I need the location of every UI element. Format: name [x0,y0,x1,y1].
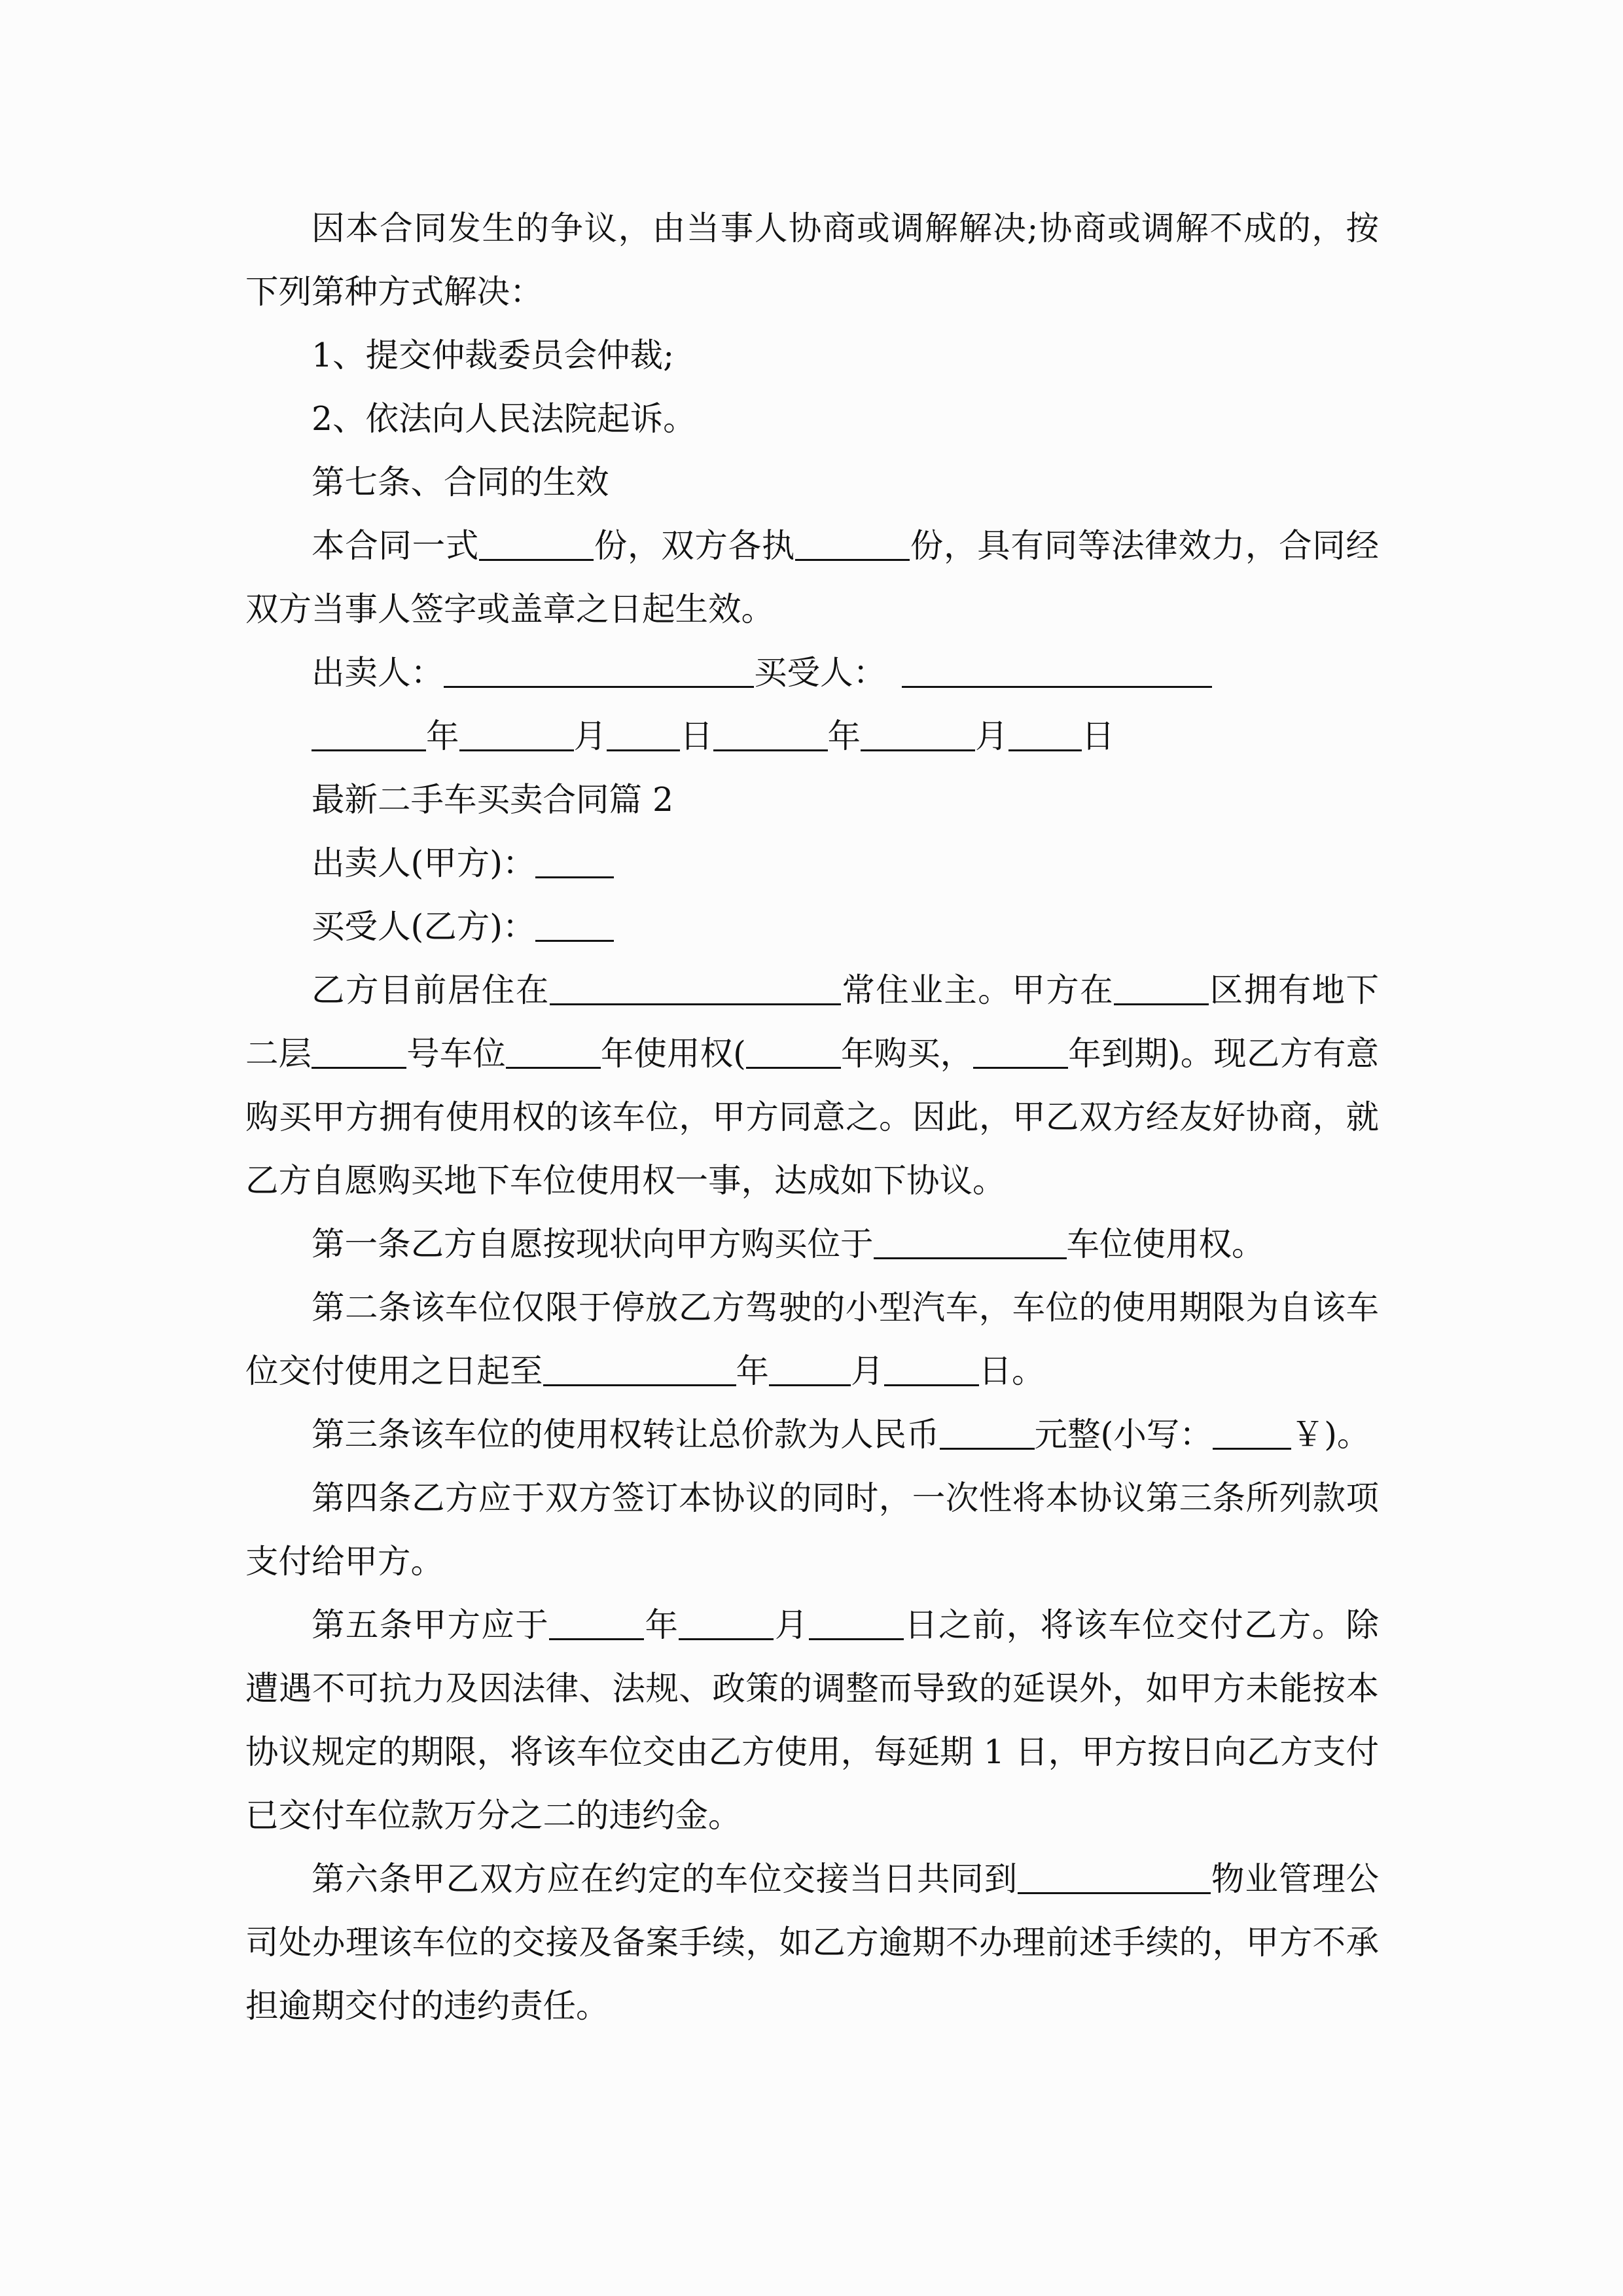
party-a-label: 出卖人(甲方)： [312,844,536,882]
document-page [245,196,1379,2037]
article-5 [245,1593,1379,1847]
section-2-heading [245,768,1379,831]
copies-each-blank[interactable] [795,528,910,561]
month-label: 月 [975,717,1008,755]
text: 第一条乙方自愿按现状向甲方购买位于 [312,1225,874,1263]
text: 月 [851,1352,884,1390]
seller-label: 出卖人： [312,653,444,692]
signature-dates [245,704,1379,768]
residence-blank[interactable] [550,972,841,1005]
seller-month-blank[interactable] [459,718,574,751]
article-1 [245,1212,1379,1276]
party-a-blank[interactable] [535,845,614,878]
copies-total-blank[interactable] [479,528,594,561]
article-4 [245,1466,1379,1593]
article-2 [245,1276,1379,1403]
location-blank[interactable] [874,1226,1067,1259]
text: 物业管理公司处办理该车位的交接及备案手续，如乙方逾期不办理前述手续的，甲方不承担逾期交付的违约责任。 [245,1859,1380,2025]
text: 年使用权( [600,1034,746,1073]
buyer-signature-blank[interactable] [902,655,1212,688]
signature-line [245,641,1379,704]
text: 份，双方各执 [594,526,796,565]
dispute-option-2 [245,387,1379,450]
text: 车位使用权。 [1066,1225,1265,1263]
text: 日。 [978,1352,1045,1390]
delivery-month-blank[interactable] [679,1607,774,1640]
end-year-blank[interactable] [543,1353,736,1386]
buyer-label: 买受人： [754,653,886,692]
year-label: 年 [426,717,459,755]
delivery-year-blank[interactable] [549,1607,644,1640]
text: 年 [736,1352,769,1390]
party-b-blank[interactable] [535,908,614,942]
month-label: 月 [573,717,607,755]
seller-year-blank[interactable] [312,718,426,751]
text: 本合同一式 [312,526,480,565]
text: 月 [774,1605,809,1644]
text: 1、提交仲裁委员会仲裁; [312,336,675,374]
text: 份，具有同等法律效力，合同经双方当事人签字或盖章之日起生效。 [245,526,1380,628]
text: 日之前，将该车位交付乙方。除遭遇不可抗力及因法律、法规、政策的调整而导致的延误外，如甲方未能按本协议规定的期限，将该车位交由乙方使用，每延期 1 日，甲方按日向乙方支付已交付车位款万分之二的违约金。 [245,1605,1380,1835]
text: 年到期)。现乙方有意购买甲方拥有使用权的该车位，甲方同意之。因此，甲乙双方经友好协商，就乙方自愿购买地下车位使用权一事，达成如下协议。 [245,1034,1380,1200]
end-month-blank[interactable] [769,1353,851,1386]
purchase-year-blank[interactable] [746,1035,841,1069]
space-number-blank[interactable] [312,1035,406,1069]
text: 第七条、合同的生效 [312,463,609,501]
price-figures-blank[interactable] [1213,1416,1291,1450]
text: 区拥有地下二层 [245,971,1380,1073]
delivery-day-blank[interactable] [809,1607,904,1640]
day-label: 日 [1081,717,1115,755]
article-6 [245,1847,1379,2037]
text: 常住业主。甲方在 [840,971,1115,1009]
text: 2、依法向人民法院起诉。 [312,399,696,438]
dispute-option-1 [245,323,1379,387]
party-a-line [245,831,1379,895]
text: 年 [644,1605,679,1644]
article-7-body [245,514,1379,641]
years-blank[interactable] [506,1035,601,1069]
text: 年购买， [840,1034,974,1073]
text: 号车位 [406,1034,506,1073]
party-b-line [245,895,1379,958]
text: 第五条甲方应于 [312,1605,550,1644]
article-3 [245,1403,1379,1466]
seller-day-blank[interactable] [607,718,680,751]
text: 第六条甲乙双方应在约定的车位交接当日共同到 [312,1859,1018,1898]
intro-paragraph [245,958,1379,1212]
property-management-blank[interactable] [1018,1861,1211,1894]
text: 第三条该车位的使用权转让总价款为人民币 [312,1415,940,1454]
party-b-label: 买受人(乙方)： [312,907,536,946]
buyer-month-blank[interactable] [861,718,975,751]
text: 乙方目前居住在 [312,971,550,1009]
year-label: 年 [827,717,861,755]
text: 第四条乙方应于双方签订本协议的同时，一次性将本协议第三条所列款项支付给甲方。 [245,1479,1379,1581]
expiry-year-blank[interactable] [973,1035,1068,1069]
dispute-resolution-paragraph [245,196,1379,323]
district-blank[interactable] [1114,972,1209,1005]
end-day-blank[interactable] [884,1353,979,1386]
article-7-heading [245,450,1379,514]
price-words-blank[interactable] [940,1416,1035,1450]
text: 第二条该车位仅限于停放乙方驾驶的小型汽车，车位的使用期限为自该车位交付使用之日起至 [245,1288,1379,1390]
text: 因本合同发生的争议，由当事人协商或调解解决;协商或调解不成的，按下列第种方式解决： [245,209,1379,311]
buyer-day-blank[interactable] [1008,718,1082,751]
text: 元整(小写： [1034,1415,1213,1454]
seller-signature-blank[interactable] [444,655,754,688]
text: 最新二手车买卖合同篇 2 [312,780,674,819]
text: ￥)。 [1291,1415,1370,1454]
day-label: 日 [680,717,713,755]
buyer-year-blank[interactable] [713,718,828,751]
